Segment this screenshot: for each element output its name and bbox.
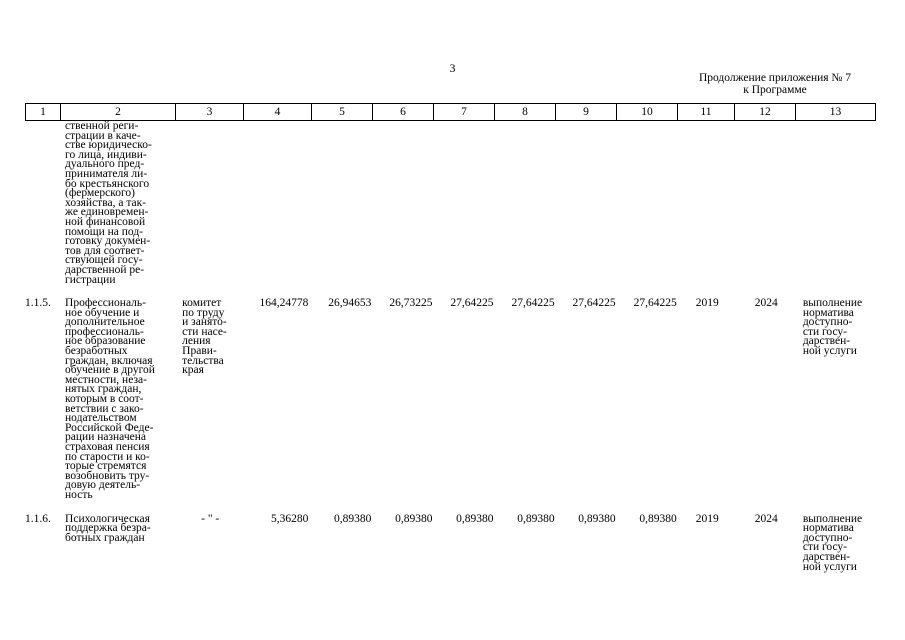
column-number: 10 (617, 104, 678, 121)
value-year: 0,89380 (578, 512, 616, 525)
column-number: 2 (61, 104, 176, 121)
value-total: 5,36280 (270, 512, 309, 525)
column-number: 1 (26, 104, 61, 121)
column-number: 3 (176, 104, 244, 121)
executor: комитет по труду и занято- сти насе- ления Прави- тельства края (182, 297, 227, 377)
column-header-table (25, 103, 876, 121)
table-row (25, 299, 877, 514)
page-number: 3 (449, 61, 456, 75)
value-year: 27,64225 (572, 297, 616, 310)
column-number: 6 (373, 104, 434, 121)
value-year: 26,73225 (389, 297, 433, 310)
value-year: 26,94653 (328, 297, 372, 310)
activity-name: Профессиональ- ное обучение и дополнительное профессиональ- ное образование безработных граждан, включая обучение в другой местности, неза- нятых граждан, которым в соот- ветствии с зако- нодательством Российской Феде- рации назначена страховая пенсия по старости и ко- торые стремятся возобновить тру- довую деятель- ность (65, 297, 155, 501)
table-row (25, 122, 877, 299)
start-year: 2019 (695, 297, 719, 310)
end-year: 2024 (754, 297, 778, 310)
caption-line-1: Продолжение приложения № 7 (698, 72, 852, 84)
column-number: 7 (434, 104, 495, 121)
caption-line-2: к Программе (743, 83, 807, 96)
caption (680, 73, 870, 96)
column-number: 5 (312, 104, 373, 121)
expected-result: выполнение норматива доступно- сти госу- дарствен- ной услуги (802, 297, 863, 358)
column-number: 13 (796, 104, 876, 121)
value-year: 27,64225 (633, 297, 677, 310)
value-year: 0,89380 (395, 512, 433, 525)
expected-result: выполнение норматива доступно- сти госу- дарствен- ной услуги (802, 512, 863, 573)
value-year: 0,89380 (456, 512, 494, 525)
column-number: 12 (735, 104, 796, 121)
column-number: 11 (678, 104, 735, 121)
value-year: 0,89380 (334, 512, 372, 525)
column-header-row (26, 104, 876, 121)
row-number: 1.1.6. (25, 512, 51, 525)
row-number: 1.1.5. (25, 297, 51, 310)
table-row (25, 515, 877, 573)
program-table-body (25, 122, 877, 572)
value-year: 0,89380 (639, 512, 677, 525)
column-number: 8 (495, 104, 556, 121)
value-year: 0,89380 (517, 512, 555, 525)
column-number: 4 (244, 104, 312, 121)
value-year: 27,64225 (450, 297, 494, 310)
activity-name: Психологическая поддержка безра- ботных граждан (65, 512, 151, 544)
column-number: 9 (556, 104, 617, 121)
value-total: 164,24778 (259, 297, 309, 310)
row-number (25, 122, 61, 299)
start-year: 2019 (695, 512, 719, 525)
activity-name: ственной реги- страции в каче- стве юридическо- го лица, индиви- дуального пред- принимателя ли- бо крестьянского (фермерского) хозяйства, а так- же единовремен- ной финансовой помощи на под- готовку докумен- тов для соответ- ствующей госу- дарственной ре- гистрации (65, 120, 152, 286)
executor: - " - (201, 512, 220, 525)
empty-cells (176, 122, 877, 299)
value-year: 27,64225 (511, 297, 555, 310)
end-year: 2024 (754, 512, 778, 525)
